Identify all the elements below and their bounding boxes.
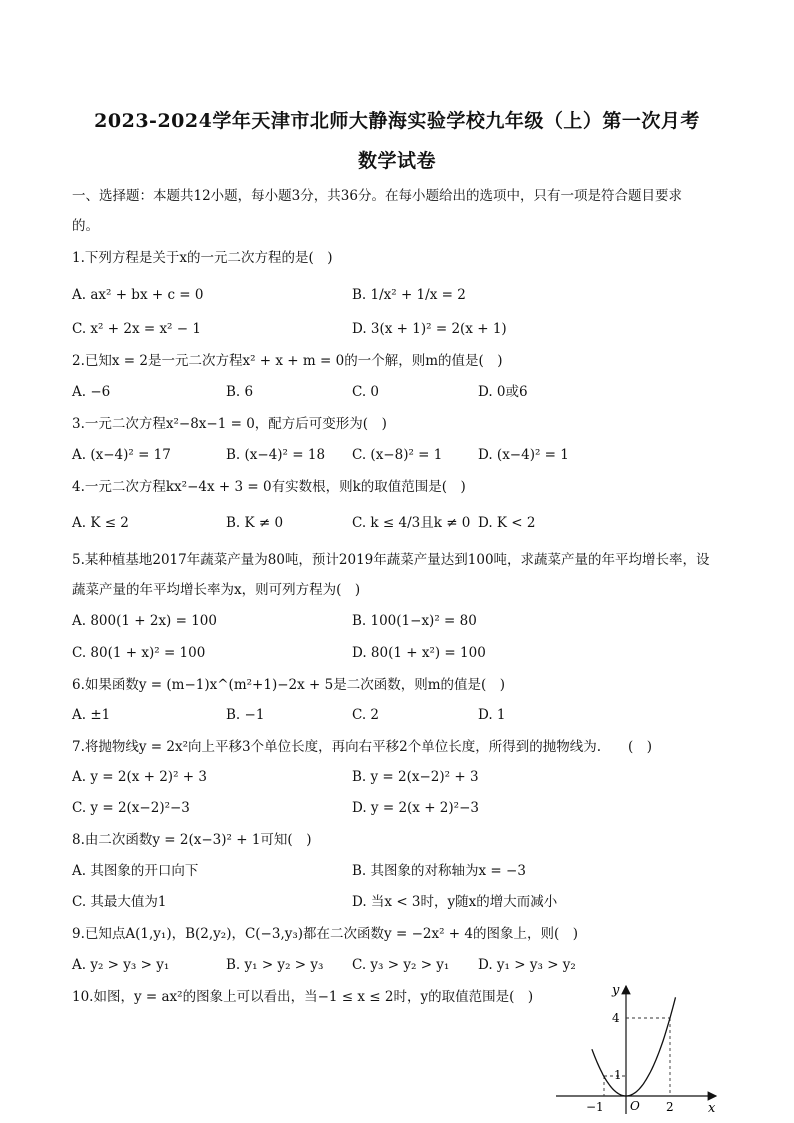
paper-subtitle: 数学试卷 [357,150,436,172]
q2-option-c: C. 0 [352,384,380,400]
parabola-curve [592,997,676,1096]
q5-option-d: D. 80(1 + x²) = 100 [352,645,486,661]
q8-option-a: A. 其图象的开口向下 [72,863,199,879]
q5-option-c: C. 80(1 + x)² = 100 [72,645,206,661]
section-intro-cont: 的。 [72,218,99,234]
q8-option-d: D. 当x < 3时，y随x的增大而减小 [352,894,558,910]
q4-option-d: D. K < 2 [478,515,536,531]
q4-option-c: C. k ≤ 4/3且k ≠ 0 [352,515,471,531]
q6-option-c: C. 2 [352,707,380,723]
q9-option-d: D. y₁ > y₃ > y₂ [478,957,576,973]
question-5-stem-cont: 蔬菜产量的年平均增长率为x，则可列方程为( ) [72,582,361,598]
tick-label-y1: 1 [614,1068,622,1082]
q1-option-a: A. ax² + bx + c = 0 [72,287,204,303]
question-7-stem: 7.将抛物线y = 2x²向上平移3个单位长度，再向右平移2个单位长度，所得到的抛物线为. ( ) [72,739,653,755]
q3-option-a: A. (x−4)² = 17 [72,447,171,463]
q1-option-d: D. 3(x + 1)² = 2(x + 1) [352,321,507,337]
q1-option-b: B. 1/x² + 1/x = 2 [352,287,466,303]
q8-option-c: C. 其最大值为1 [72,894,167,910]
q2-option-b: B. 6 [226,384,254,400]
q6-option-a: A. ±1 [72,707,111,723]
q3-option-d: D. (x−4)² = 1 [478,447,569,463]
parabola-graph [548,980,728,1120]
q9-option-c: C. y₃ > y₂ > y₁ [352,957,450,973]
question-1-stem: 1.下列方程是关于x的一元二次方程的是( ) [72,250,333,266]
q7-option-c: C. y = 2(x−2)²−3 [72,800,190,816]
q9-option-b: B. y₁ > y₂ > y₃ [226,957,324,973]
x-axis-label: x [708,1101,716,1116]
q6-option-b: B. −1 [226,707,265,723]
question-5-stem: 5.某种植基地2017年蔬菜产量为80吨，预计2019年蔬菜产量达到100吨，求蔬菜产量的年平均增长率，设 [72,552,710,568]
q5-option-b: B. 100(1−x)² = 80 [352,613,477,629]
question-10-stem: 10.如图，y = ax²的图象上可以看出，当−1 ≤ x ≤ 2时，y的取值范围是( ) [72,989,534,1005]
y-axis-label: y [612,983,620,998]
paper-title: 2023-2024学年天津市北师大静海实验学校九年级（上）第一次月考 [94,110,700,132]
tick-label-x2: 2 [666,1100,674,1114]
q3-option-b: B. (x−4)² = 18 [226,447,326,463]
question-4-stem: 4.一元二次方程kx²−4x + 3 = 0有实数根，则k的取值范围是( ) [72,479,466,495]
q9-option-a: A. y₂ > y₃ > y₁ [72,957,170,973]
q4-option-b: B. K ≠ 0 [226,515,284,531]
question-9-stem: 9.已知点A(1,y₁)，B(2,y₂)，C(−3,y₃)都在二次函数y = −2x² + 4的图象上，则( ) [72,926,579,942]
section-intro: 一、选择题：本题共12小题，每小题3分，共36分。在每小题给出的选项中，只有一项是符合题目要求 [72,188,682,204]
q5-option-a: A. 800(1 + 2x) = 100 [72,613,217,629]
origin-label: O [630,1099,640,1113]
question-6-stem: 6.如果函数y = (m−1)x^(m²+1)−2x + 5是二次函数，则m的值是( ) [72,677,506,693]
q1-option-c: C. x² + 2x = x² − 1 [72,321,201,337]
question-2-stem: 2.已知x = 2是一元二次方程x² + x + m = 0的一个解，则m的值是( ) [72,353,503,369]
q7-option-b: B. y = 2(x−2)² + 3 [352,769,479,785]
q2-option-d: D. 0或6 [478,384,528,400]
q2-option-a: A. −6 [72,384,111,400]
q6-option-d: D. 1 [478,707,506,723]
question-8-stem: 8.由二次函数y = 2(x−3)² + 1可知( ) [72,832,312,848]
tick-label-y4: 4 [612,1011,620,1025]
question-3-stem: 3.一元二次方程x²−8x−1 = 0，配方后可变形为( ) [72,416,387,432]
tick-label-xneg1: −1 [586,1100,604,1114]
q3-option-c: C. (x−8)² = 1 [352,447,443,463]
q7-option-a: A. y = 2(x + 2)² + 3 [72,769,207,785]
q4-option-a: A. K ≤ 2 [72,515,129,531]
q8-option-b: B. 其图象的对称轴为x = −3 [352,863,526,879]
q7-option-d: D. y = 2(x + 2)²−3 [352,800,479,816]
